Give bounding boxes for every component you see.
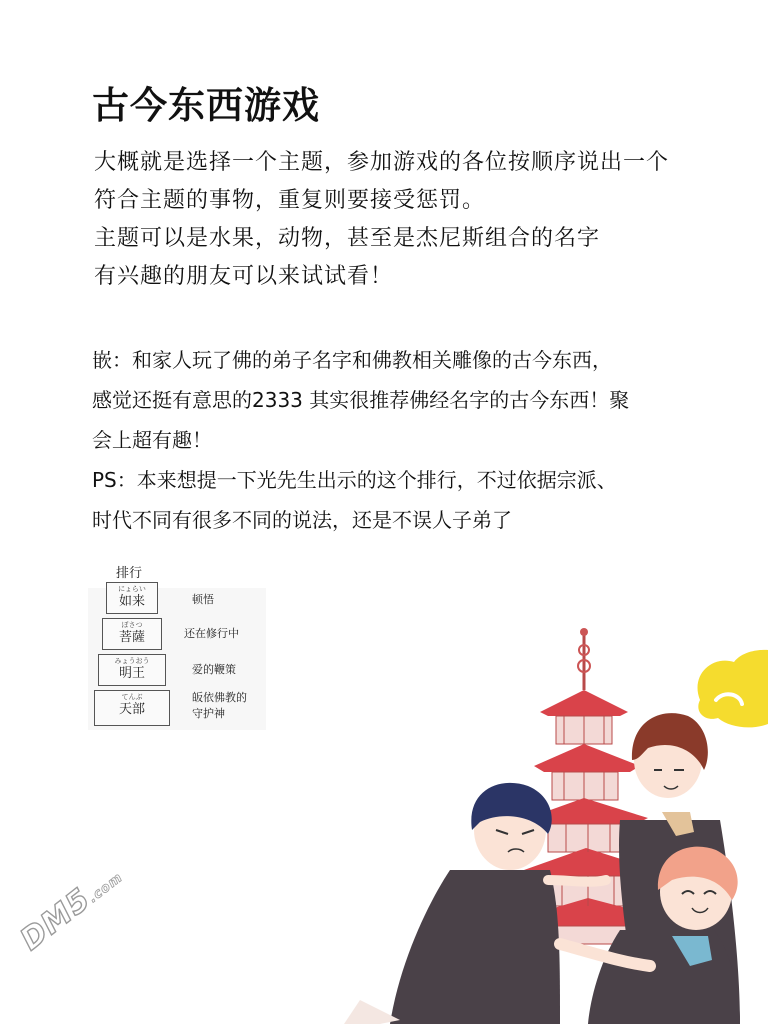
pagoda	[520, 628, 664, 944]
tier-name: 如来	[118, 594, 145, 609]
character-brown-hair	[619, 713, 740, 1024]
intro-line: 符合主题的事物，重复则要接受惩罚。	[94, 188, 486, 213]
tier-ruby: みょうおう	[114, 657, 150, 665]
ranking-title: 排行	[116, 566, 143, 581]
tier-name: 天部	[118, 702, 145, 717]
tier-tenbu	[94, 690, 170, 726]
cloud-decoration	[698, 650, 768, 727]
tier-description-line: 守护神	[192, 707, 225, 720]
tier-description	[192, 690, 247, 722]
tier-name: 菩薩	[118, 630, 145, 645]
tier-ruby: ぼさつ	[121, 621, 143, 629]
watermark-suffix: .com	[85, 870, 126, 907]
intro-line: 有兴趣的朋友可以来试试看！	[94, 264, 394, 289]
tier-myoo	[98, 654, 166, 686]
notes-line: 嵌：和家人玩了佛的弟子名字和佛教相关雕像的古今东西，	[92, 348, 612, 372]
page-title: 古今东西游戏	[92, 84, 320, 127]
character-pink-hair	[560, 847, 740, 1024]
character-dark-hair	[344, 783, 606, 1024]
tier-description: 顿悟	[192, 593, 214, 606]
tier-description-line: 皈依佛教的	[192, 691, 247, 704]
tier-ruby: てんぶ	[121, 693, 143, 701]
tier-name: 明王	[118, 666, 145, 681]
tier-bosatsu	[102, 618, 162, 650]
tier-nyorai	[106, 582, 158, 614]
notes-line: 时代不同有很多不同的说法，还是不误人子弟了	[92, 508, 512, 532]
notes-line: 感觉还挺有意思的2333 其实很推荐佛经名字的古今东西！聚	[92, 388, 630, 412]
tier-description: 爱的鞭策	[192, 663, 236, 676]
intro-line: 大概就是选择一个主题，参加游戏的各位按顺序说出一个	[94, 150, 670, 175]
intro-line: 主题可以是水果，动物，甚至是杰尼斯组合的名字	[94, 226, 601, 251]
notes-line: 会上超有趣！	[92, 428, 212, 452]
tier-description: 还在修行中	[184, 627, 239, 640]
tier-ruby: にょらい	[118, 585, 146, 593]
intro-text	[94, 144, 734, 296]
notes-text	[92, 340, 742, 540]
watermark-main: DM5	[14, 881, 98, 958]
watermark-logo	[14, 857, 128, 957]
notes-line: PS：本来想提一下光先生出示的这个排行，不过依据宗派、	[92, 468, 617, 492]
ranking-chart	[88, 558, 268, 730]
